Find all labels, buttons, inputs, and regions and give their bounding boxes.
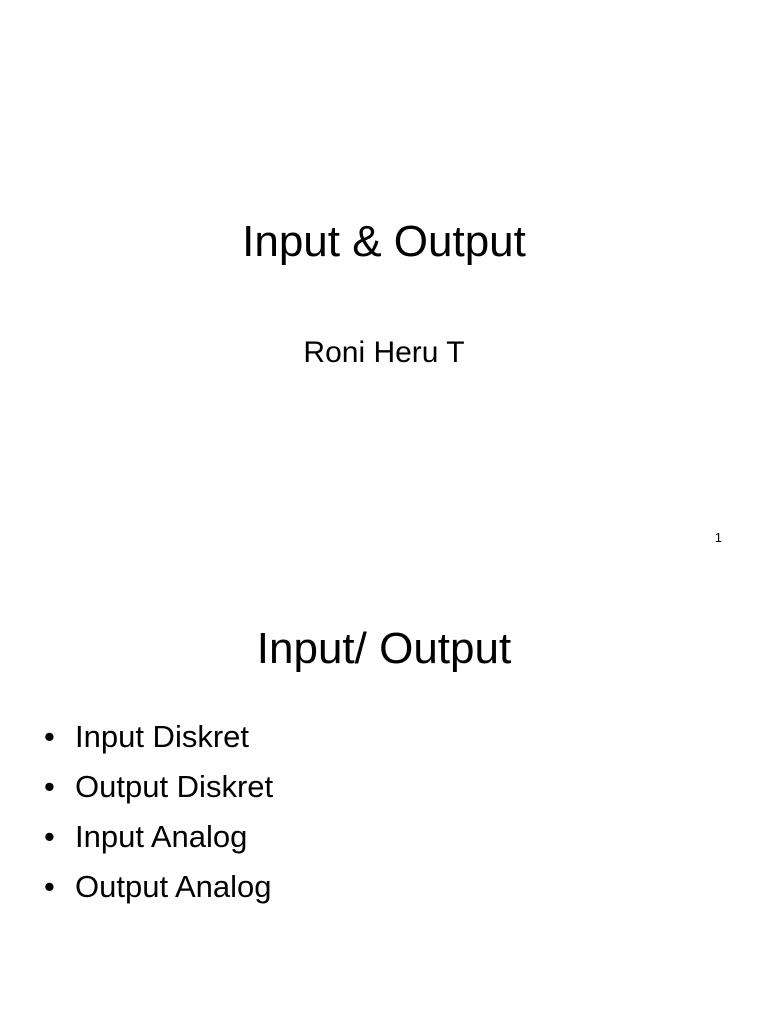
- slide-title-heading: Input & Output: [242, 217, 526, 266]
- list-item: [44, 712, 273, 762]
- bullet-icon: •: [44, 819, 55, 854]
- list-item: [44, 862, 273, 912]
- author-name: Roni Heru T: [303, 336, 465, 369]
- page-number: 1: [714, 530, 722, 545]
- list-item-label: Input Diskret: [75, 719, 250, 754]
- slide-content-heading: Input/ Output: [256, 624, 512, 673]
- list-item: [44, 812, 273, 862]
- slide-content: [0, 576, 768, 1024]
- bullet-list: [44, 712, 273, 912]
- list-item: [44, 762, 273, 812]
- bullet-icon: •: [44, 869, 55, 904]
- list-item-label: Output Diskret: [75, 769, 274, 804]
- bullet-icon: •: [44, 719, 55, 754]
- bullet-icon: •: [44, 769, 55, 804]
- list-item-label: Input Analog: [75, 819, 248, 854]
- list-item-label: Output Analog: [75, 869, 272, 904]
